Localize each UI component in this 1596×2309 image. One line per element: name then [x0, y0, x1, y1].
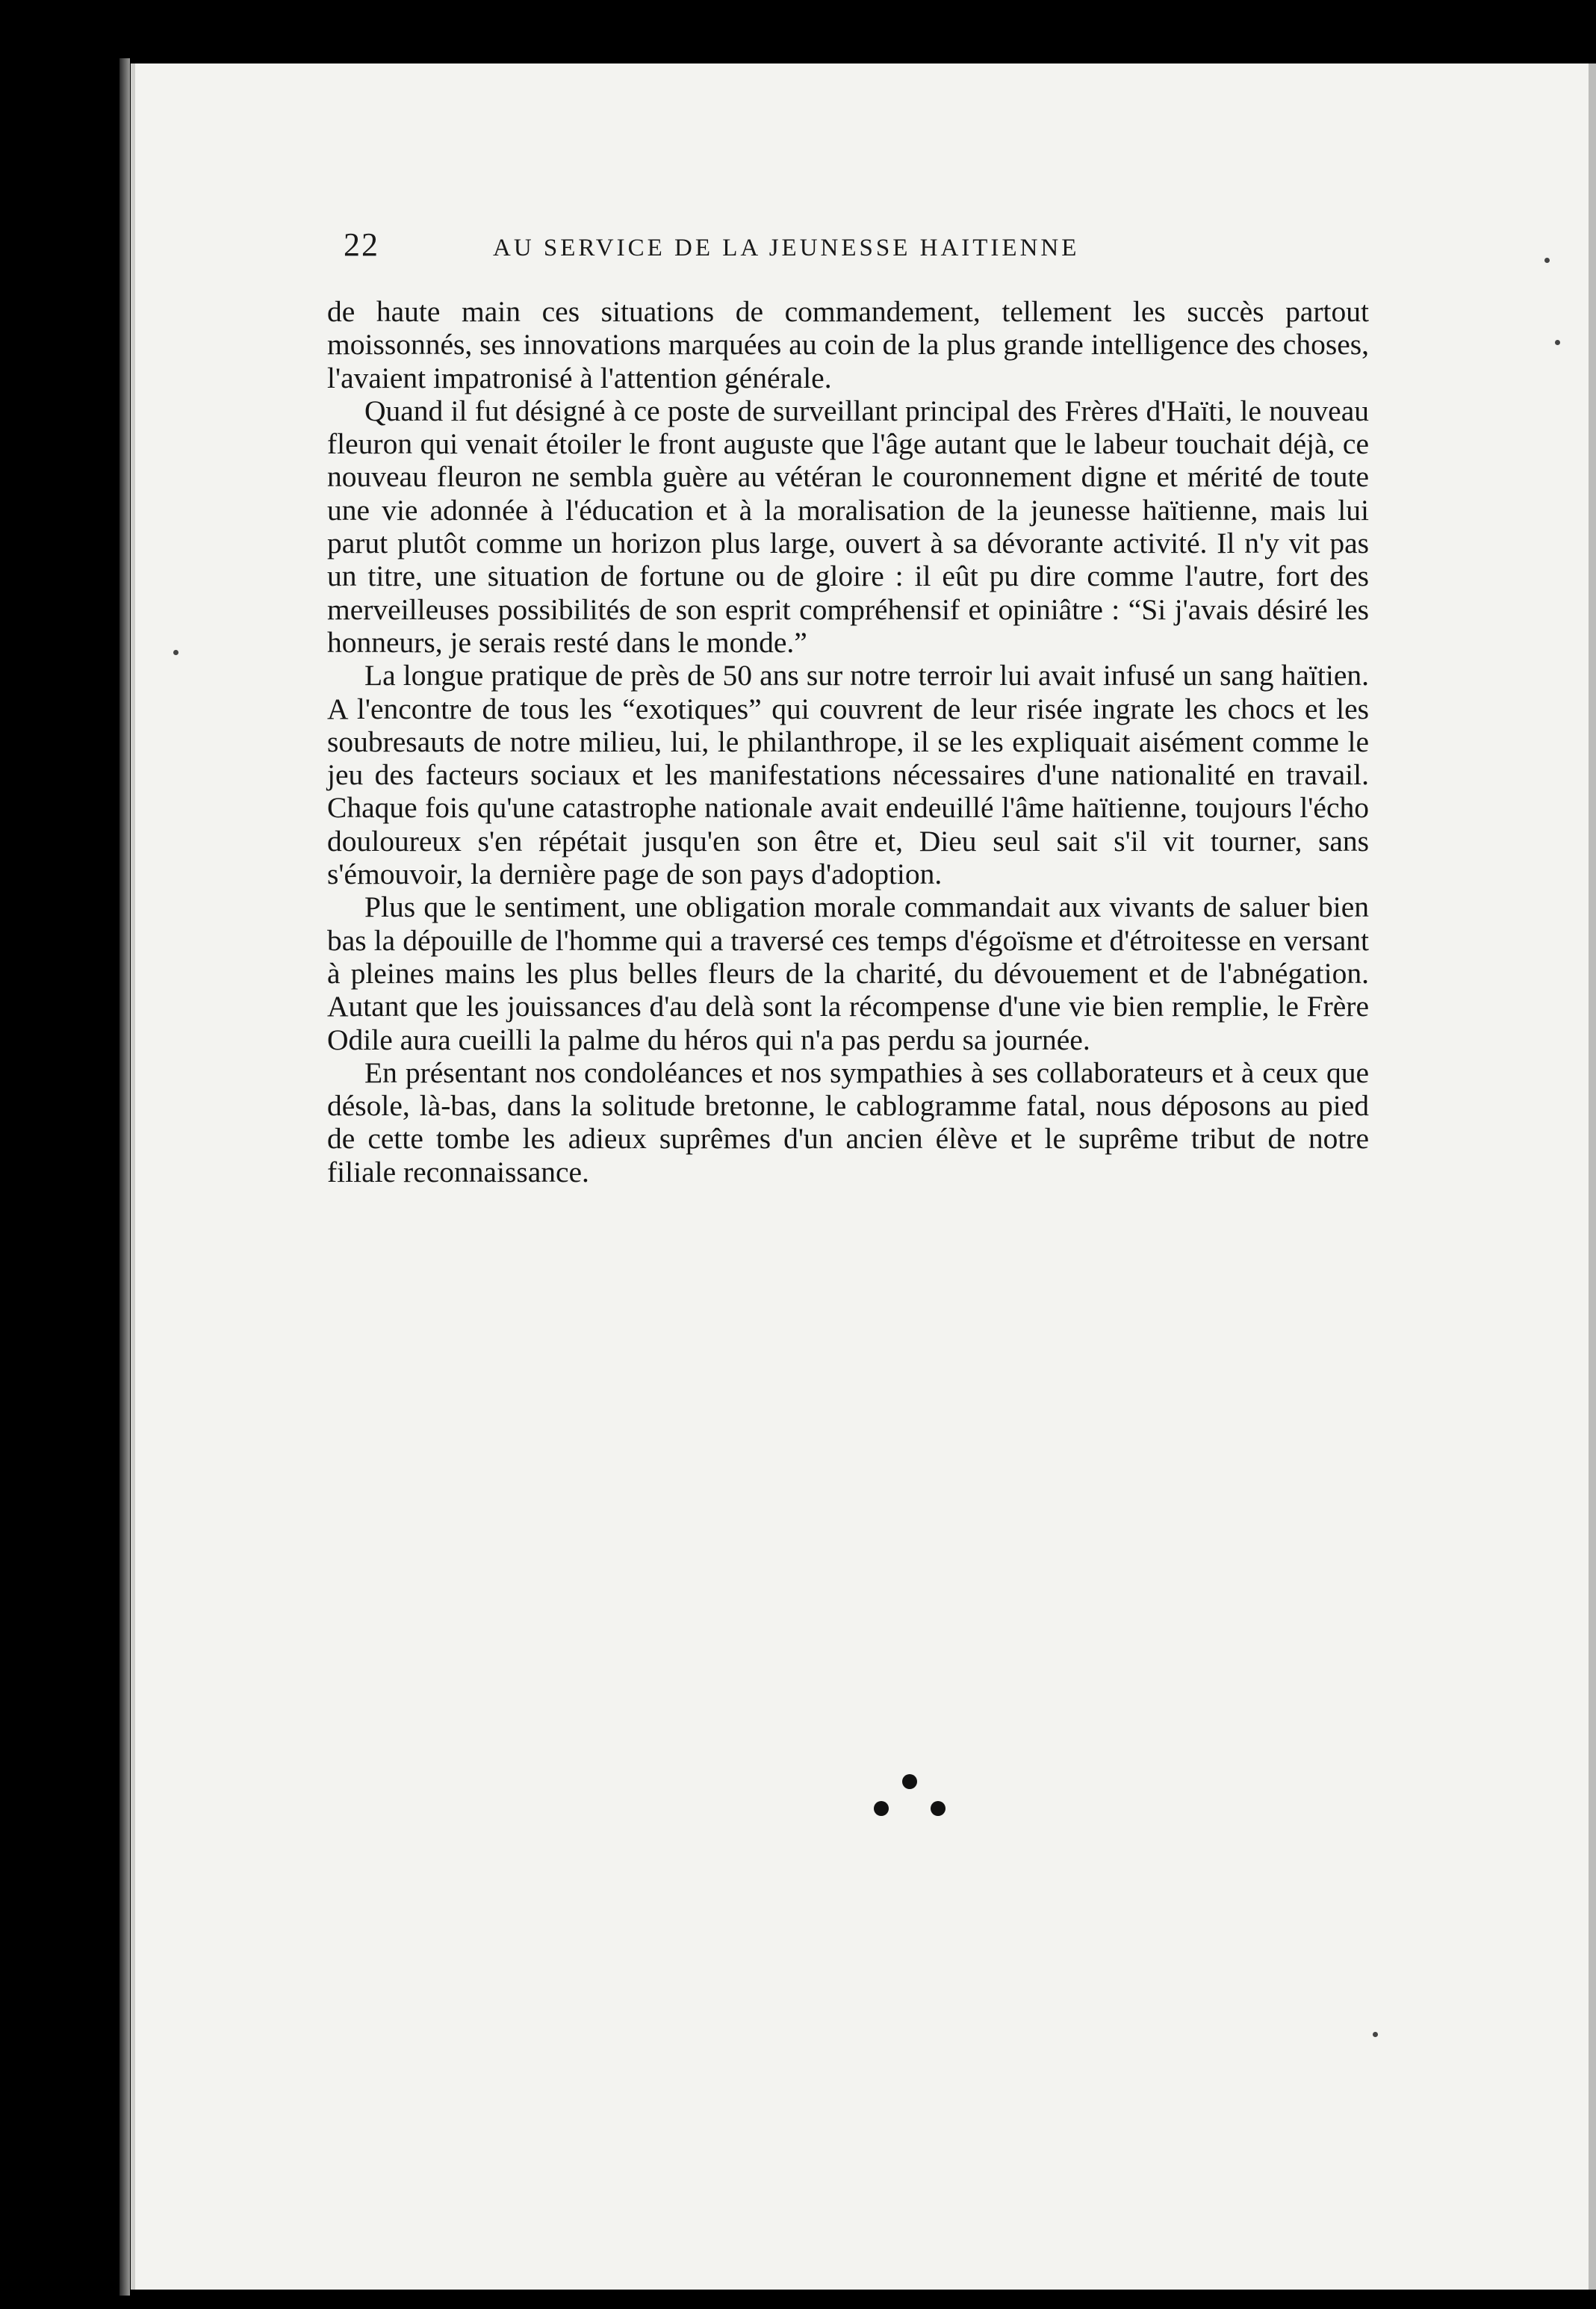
- body-text: [327, 295, 1369, 1188]
- ornament-dot-right: [931, 1801, 946, 1816]
- scan-speck: [1555, 340, 1560, 345]
- paragraph-2: Quand il fut désigné à ce poste de surveillant principal des Frères d'Haïti, le nouveau fleuron qui venait étoiler le front auguste que l'âge autant que le labeur touchait déjà, ce nouveau fleuron ne sembla guère au vétéran le couronnement digne et mérité de toute une vie adonnée à l'éducation et à la moralisation de la jeunesse haïtienne, mais lui parut plutôt comme un horizon plus large, ouvert à sa dévorante activité. Il n'y vit pas un titre, une situation de fortune ou de gloire : il eût pu dire comme l'autre, fort des merveilleuses possibilités de son esprit compréhensif et opiniâtre : “Si j'avais désiré les honneurs, je serais resté dans le monde.”: [327, 394, 1369, 659]
- scan-speck: [1544, 258, 1550, 263]
- scan-speck: [173, 650, 178, 655]
- paragraph-3: La longue pratique de près de 50 ans sur notre terroir lui avait infusé un sang haïtien. A l'encontre de tous les “exotiques” qui couvrent de leur risée ingrate les chocs et les soubresauts de notre milieu, lui, le philanthrope, il se les expliquait aisément comme le jeu des facteurs sociaux et les manifestations nécessaires d'une nationalité en travail. Chaque fois qu'une catastrophe nationale avait endeuillé l'âme haïtienne, toujours l'écho douloureux s'en répétait jusqu'en son être et, Dieu seul sait s'il vit tourner, sans s'émouvoir, la dernière page de son pays d'adoption.: [327, 659, 1369, 891]
- paragraph-1: de haute main ces situations de commandement, tellement les succès partout moissonnés, ses innovations marquées au coin de la plus grande intelligence des choses, l'avaient impatronisé à l'attention générale.: [327, 295, 1369, 394]
- page-header: [344, 224, 1374, 276]
- running-head: AU SERVICE DE LA JEUNESSE HAITIENNE: [493, 235, 1080, 261]
- page-right-edge: [1589, 63, 1596, 2290]
- book-spine-edge: [119, 58, 130, 2296]
- paragraph-5: En présentant nos condoléances et nos sympathies à ses collaborateurs et à ceux que désole, là-bas, dans la solitude bretonne, le cablogramme fatal, nous déposons au pied de cette tombe les adieux suprêmes d'un ancien élève et le suprême tribut de notre filiale reconnaissance.: [327, 1056, 1369, 1188]
- scan-speck: [1373, 2032, 1378, 2037]
- ornament-dot-left: [874, 1801, 889, 1816]
- page-number: 22: [344, 226, 379, 263]
- fleuron-ornament-icon: [872, 1774, 947, 1826]
- paragraph-4: Plus que le sentiment, une obligation morale commandait aux vivants de saluer bien bas la dépouille de l'homme qui a traversé ces temps d'égoïsme et d'étroitesse en versant à pleines mains les plus belles fleurs de la charité, du dévouement et de l'abnégation. Autant que les jouissances d'au delà sont la récompense d'une vie bien remplie, le Frère Odile aura cueilli la palme du héros qui n'a pas perdu sa journée.: [327, 890, 1369, 1056]
- ornament-dot-top: [902, 1774, 917, 1789]
